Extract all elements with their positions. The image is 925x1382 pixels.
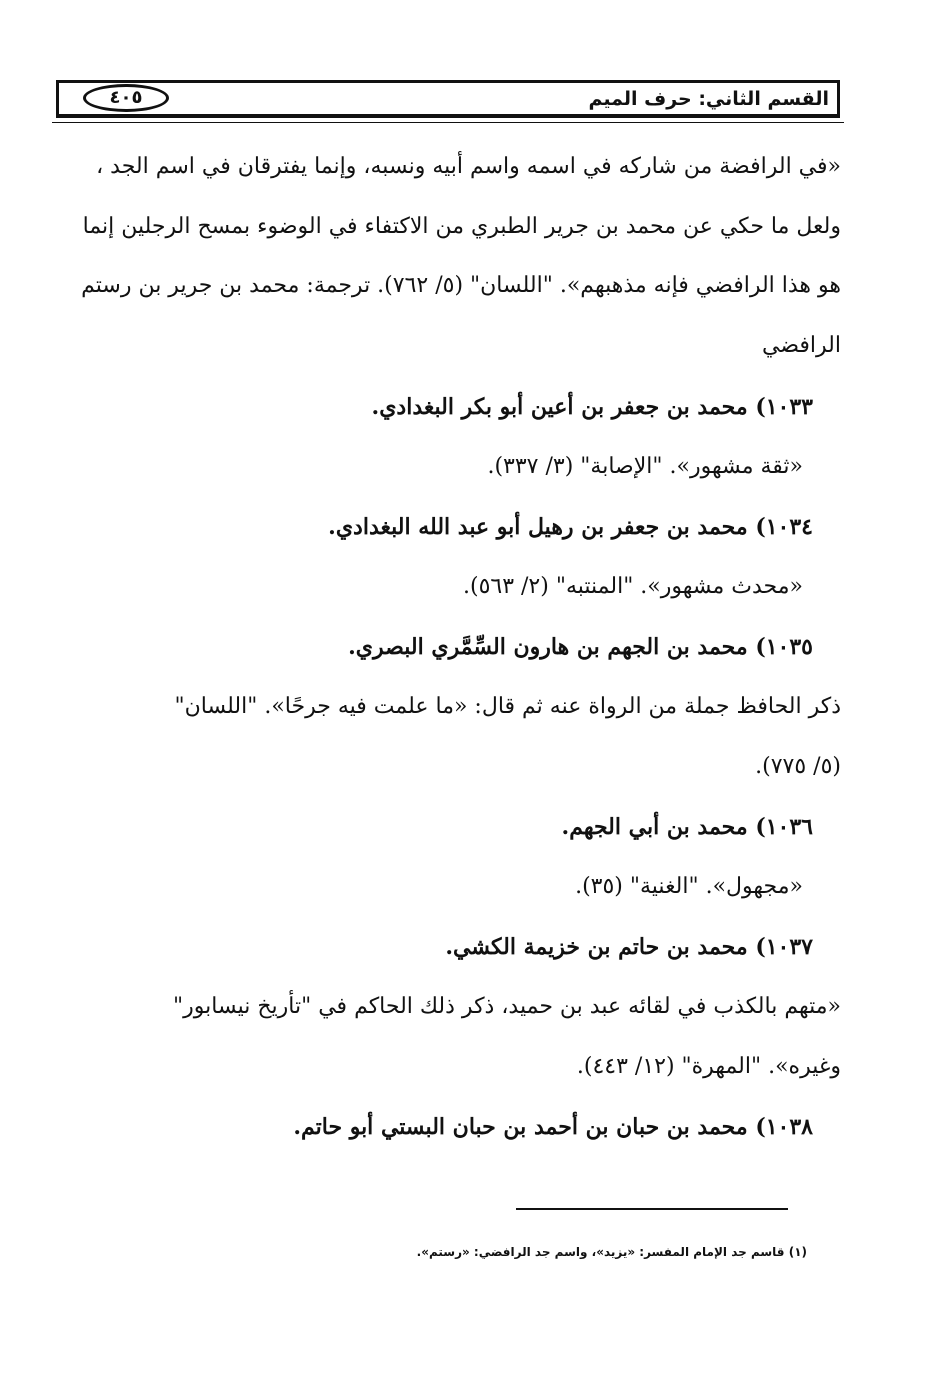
entry-note: «مجهول». "الغنية" (٣٥). [575,874,803,899]
footnote-divider [516,1208,788,1210]
entry-heading-1038: ١٠٣٨) محمد بن حبان بن أحمد بن حبان البستي أبو حاتم. [293,1114,813,1140]
body-line: «في الرافضة من شاركه في اسمه واسم أبيه ونسبه، وإنما يفترقان في اسم الجد ، [96,154,841,179]
entry-heading-1036: ١٠٣٦) محمد بن أبي الجهم. [561,814,813,840]
body-line: ولعل ما حكي عن محمد بن جرير الطبري من الاكتفاء في الوضوء بمسح الرجلين إنما [82,214,841,239]
body-line: (٥/ ٧٧٥). [755,754,841,779]
body-line: وغيره». "المهرة" (١٢/ ٤٤٣). [576,1054,841,1079]
body-line: هو هذا الرافضي فإنه مذهبهم». "اللسان" (٥/ ٧٦٢). ترجمة: محمد بن جرير بن رستم [81,273,841,298]
page-number: ٤٠٥ [83,84,169,112]
entry-heading-1035: ١٠٣٥) محمد بن الجهم بن هارون السِّمَّري البصري. [348,634,813,660]
body-line: «متهم بالكذب في لقائه عبد بن حميد، ذكر ذلك الحاكم في "تأريخ نيسابور" [173,994,841,1019]
entry-note: «محدث مشهور». "المنتبه" (٢/ ٥٦٣). [462,574,803,599]
entry-note: «ثقة مشهور». "الإصابة" (٣/ ٣٣٧). [487,454,803,479]
entry-heading-1033: ١٠٣٣) محمد بن جعفر بن أعين أبو بكر البغدادي. [371,394,813,420]
section-title: القسم الثاني: حرف الميم [588,88,829,110]
body-line: ذكر الحافظ جملة من الرواة عنه ثم قال: «ما علمت فيه جرحًا». "اللسان" [174,694,841,719]
entry-heading-1037: ١٠٣٧) محمد بن حاتم بن خزيمة الكشي. [445,934,813,960]
body-line: الرافضي [762,333,841,358]
entry-heading-1034: ١٠٣٤) محمد بن جعفر بن رهيل أبو عبد الله البغدادي. [328,514,813,540]
page-header [56,80,840,118]
footnote: (١) قاسم جد الإمام المفسر: «يزيد»، واسم جد الرافضي: «رستم». [416,1245,807,1259]
